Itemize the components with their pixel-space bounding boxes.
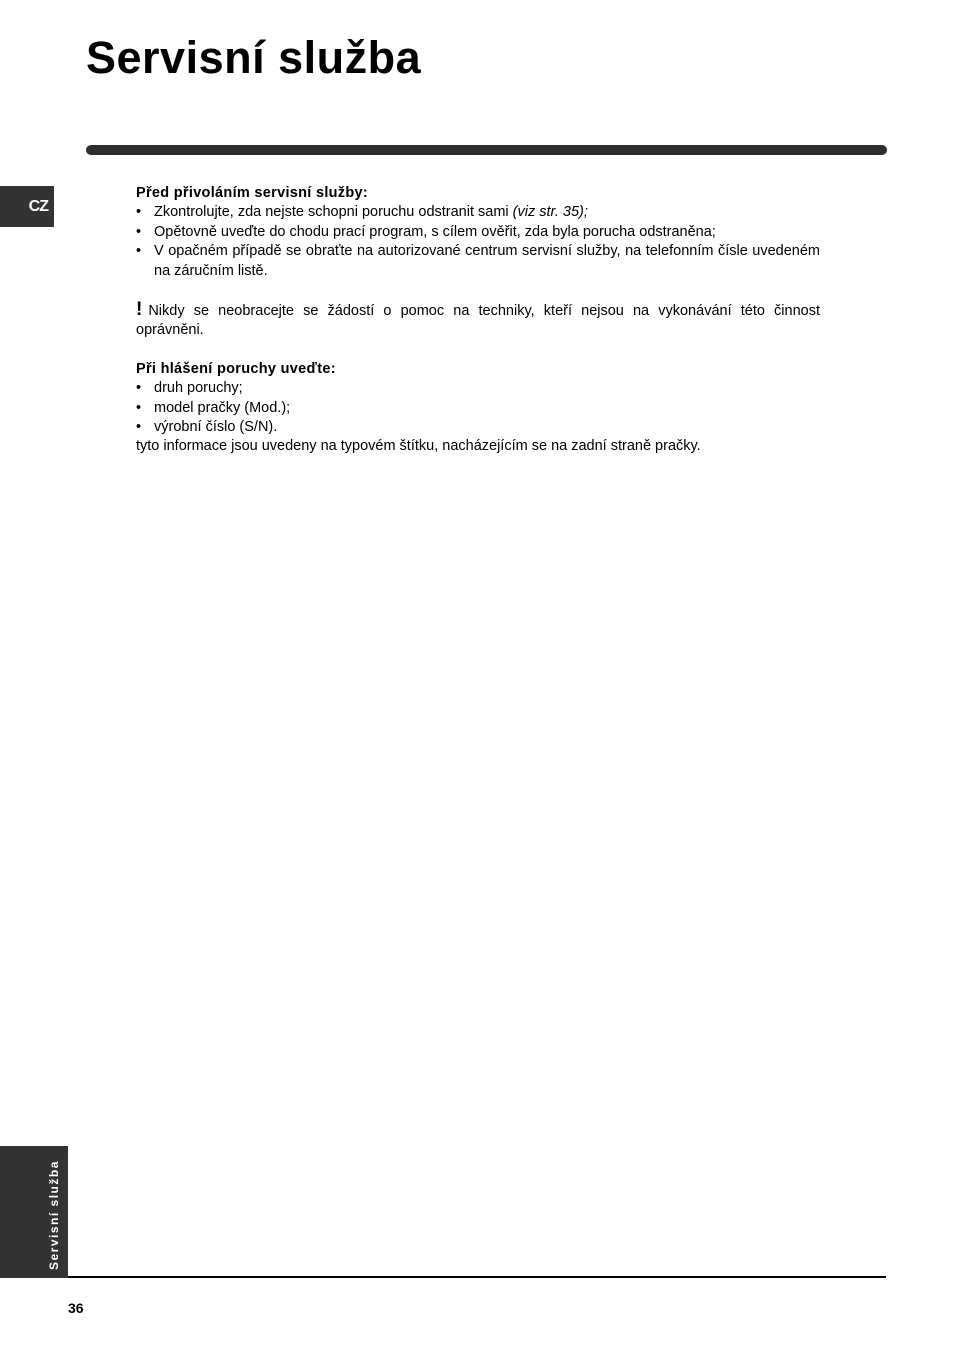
title-divider	[86, 145, 887, 155]
list-item	[136, 203, 820, 222]
warning-note	[136, 300, 820, 341]
checklist-before-calling	[136, 203, 820, 281]
bullet-icon: •	[136, 380, 142, 397]
list-item	[136, 399, 820, 418]
list-item	[136, 242, 820, 281]
bullet-icon: •	[136, 419, 142, 436]
list-item-text: V opačném případě se obraťte na autorizované centrum servisní služby, na telefonním čísle uvedeném na záručním listě.	[154, 243, 820, 279]
side-tab-label: Servisní služba	[47, 1160, 61, 1270]
list-item	[136, 418, 820, 437]
list-item-text: Opětovně uveďte do chodu prací program, s cílem ověřit, zda byla porucha odstraněna;	[154, 223, 716, 240]
report-info-list	[136, 379, 820, 437]
bullet-icon: •	[136, 399, 142, 416]
page-reference: (viz str. 35);	[512, 204, 588, 221]
footer-divider	[68, 1276, 886, 1278]
warning-text: Nikdy se neobracejte se žádostí o pomoc na techniky, kteří nejsou na vykonávání této činnost oprávněni.	[136, 303, 820, 339]
language-tab: CZ	[0, 186, 54, 227]
list-item-text: výrobní číslo (S/N).	[154, 419, 278, 436]
list-item	[136, 223, 820, 242]
bullet-icon: •	[136, 204, 142, 221]
section-heading-when-reporting: Při hlášení poruchy uveďte:	[136, 360, 336, 377]
main-content	[136, 184, 820, 457]
page-title: Servisní služba	[86, 32, 422, 83]
bullet-icon: •	[136, 223, 142, 240]
section-heading-before-calling: Před přivoláním servisní služby:	[136, 185, 369, 201]
list-item-text: Zkontrolujte, zda nejste schopni poruchu odstranit sami	[154, 204, 513, 221]
page-number: 36	[68, 1300, 84, 1316]
list-item-text: druh poruchy;	[154, 380, 243, 397]
rating-plate-note: tyto informace jsou uvedeny na typovém štítku, nacházejícím se na zadní straně pračky.	[136, 438, 701, 455]
warning-icon: !	[136, 299, 143, 321]
list-item	[136, 379, 820, 398]
report-section	[136, 360, 820, 457]
bullet-icon: •	[136, 243, 142, 260]
list-item-text: model pračky (Mod.);	[154, 399, 291, 416]
